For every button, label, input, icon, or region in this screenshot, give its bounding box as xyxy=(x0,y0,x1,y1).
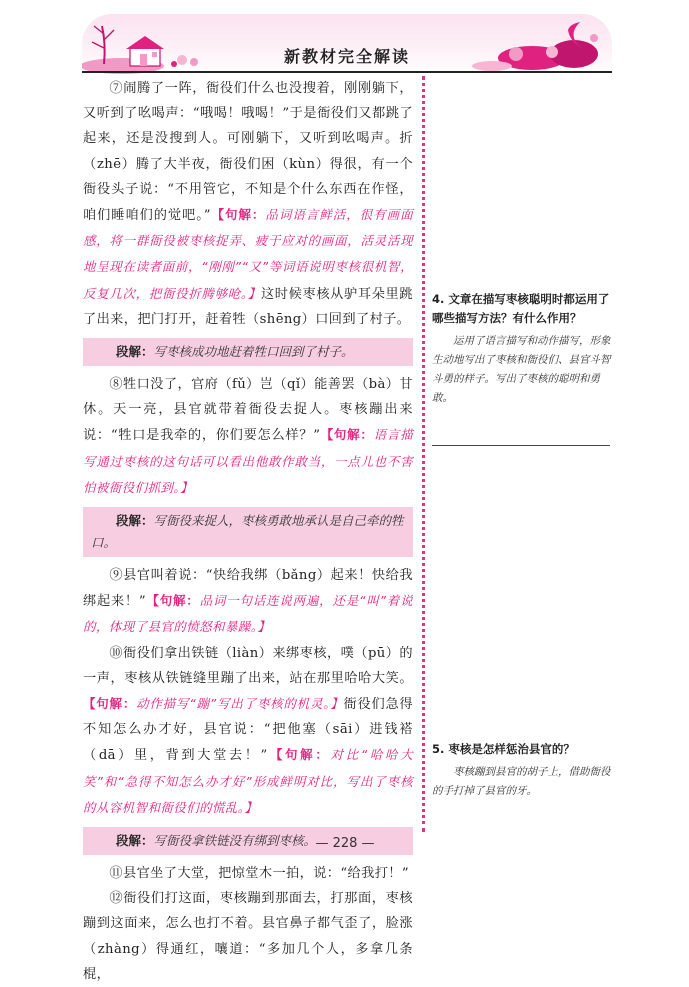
answer-4: 运用了语言描写和动作描写，形象生动地写出了枣核和衙役们、县官斗智斗勇的样子。写出了枣核的聪明和勇敢。 xyxy=(432,335,611,404)
question-5: 5. 枣核是怎样惩治县官的？ xyxy=(432,742,575,756)
sentence-note-label: 【句解： xyxy=(146,593,200,609)
paragraph-10-tail: 衙役们急得不知怎么办才好，县官说：“把他塞（sāi）进钱褡（dā）里，背到大堂去！” xyxy=(83,697,413,764)
paragraph-9-text: ⑨县官叫着说：“快给我绑（bǎng）起来！快给我绑起来！” xyxy=(83,568,413,610)
sentence-note-2: 对比“哈哈大笑”和“急得不知怎么办才好”形成鲜明对比，写出了枣核的从容机智和衙役们的慌乱。】 xyxy=(83,747,413,815)
paragraph-11-text: ⑪县官坐了大堂，把惊堂木一拍，说：“给我打！” xyxy=(109,866,410,882)
paragraph-12-text: ⑫衙役们打这面，枣核蹦到那面去，打那面，枣核蹦到这面来，怎么也打不着。县官鼻子都气歪了，脸涨（zhàng）得通红，嚷道：“多加几个人，多拿几条棍， xyxy=(83,891,413,982)
segment-label: 段解： xyxy=(116,833,154,849)
page-number: — 228 — xyxy=(315,836,375,851)
header-title: 新教材完全解读 xyxy=(283,47,410,66)
answer-underline xyxy=(432,445,610,446)
side-question-4 xyxy=(432,290,612,408)
sentence-note: 动作描写“蹦”写出了枣核的机灵。】 xyxy=(136,696,344,712)
paragraph-7-text: ⑦闹腾了一阵，衙役们什么也没搜着，刚刚躺下，又听到了吆喝声：“哦喝！哦喝！”于是衙役们又都跳了起来，还是没搜到人。可刚躺下，又听到吆喝声。折（zhē）腾了大半夜，衙役们困（kùn）得很，有一个衙役头子说：“不用管它，不知是个什么东西在作怪，咱们睡咱们的觉吧。” xyxy=(83,81,413,224)
sentence-note: 品词语言鲜活，很有画面感，将一群衙役被枣核捉弄、疲于应对的画面，活灵活现地呈现在读者面前，“刚刚”“又”等词语说明枣核很机智，反复几次，把衙役折腾够呛。】 xyxy=(83,207,413,301)
paragraph-8 xyxy=(83,372,413,501)
rabbit-moon-decoration-icon xyxy=(462,14,612,74)
paragraph-8-text: ⑧牲口没了，官府（fǔ）岂（qǐ）能善罢（bà）甘休。天一亮，县官就带着衙役去捉人。枣核蹦出来说：“牲口是我牵的，你们要怎么样？” xyxy=(83,377,413,444)
paragraph-12 xyxy=(83,886,413,987)
segment-label: 段解： xyxy=(116,344,154,360)
house-tree-decoration-icon xyxy=(82,14,232,74)
segment-text: 写衙役来捉人，枣核勇敢地承认是自己牵的牲口。 xyxy=(91,513,404,551)
paragraph-11 xyxy=(83,861,413,886)
side-question-5 xyxy=(432,740,612,801)
sentence-note-label: 【句解： xyxy=(320,427,374,443)
answer-5: 枣核蹦到县官的胡子上，借助衙役的手打掉了县官的牙。 xyxy=(432,766,611,797)
segment-label: 段解： xyxy=(116,513,154,529)
segment-summary-1 xyxy=(83,338,413,366)
sentence-note: 品词一句话连说两遍，还是“叫”着说的，体现了县官的愤怒和暴躁。】 xyxy=(83,593,413,635)
paragraph-10 xyxy=(83,641,413,821)
column-divider xyxy=(422,76,425,832)
sentence-note: 语言描写通过枣核的这句话可以看出他敢作敢当，一点儿也不害怕被衙役们抓到。】 xyxy=(83,427,414,495)
header-rule xyxy=(82,71,612,73)
question-4: 4. 文章在描写枣核聪明时都运用了哪些描写方法？有什么作用？ xyxy=(432,292,610,325)
paragraph-7 xyxy=(83,76,413,332)
segment-text: 写衙役拿铁链没有绑到枣核。 xyxy=(153,833,317,849)
paragraph-7-tail: 这时候枣核从驴耳朵里跳了出来，把门打开，赶着牲（shēng）口回到了村子。 xyxy=(83,286,413,327)
sentence-note-label: 【句解： xyxy=(210,207,266,223)
segment-text: 写枣核成功地赶着牲口回到了村子。 xyxy=(153,344,354,360)
paragraph-9 xyxy=(83,563,413,641)
paragraph-10-text: ⑩衙役们拿出铁链（liàn）来绑枣核，噗（pū）的一声，枣核从铁链缝里蹦了出来，站在那里哈哈大笑。 xyxy=(83,645,413,686)
sentence-note-label-2: 【句解： xyxy=(267,747,331,763)
sentence-note-label: 【句解： xyxy=(83,696,137,712)
segment-summary-2 xyxy=(83,507,413,557)
